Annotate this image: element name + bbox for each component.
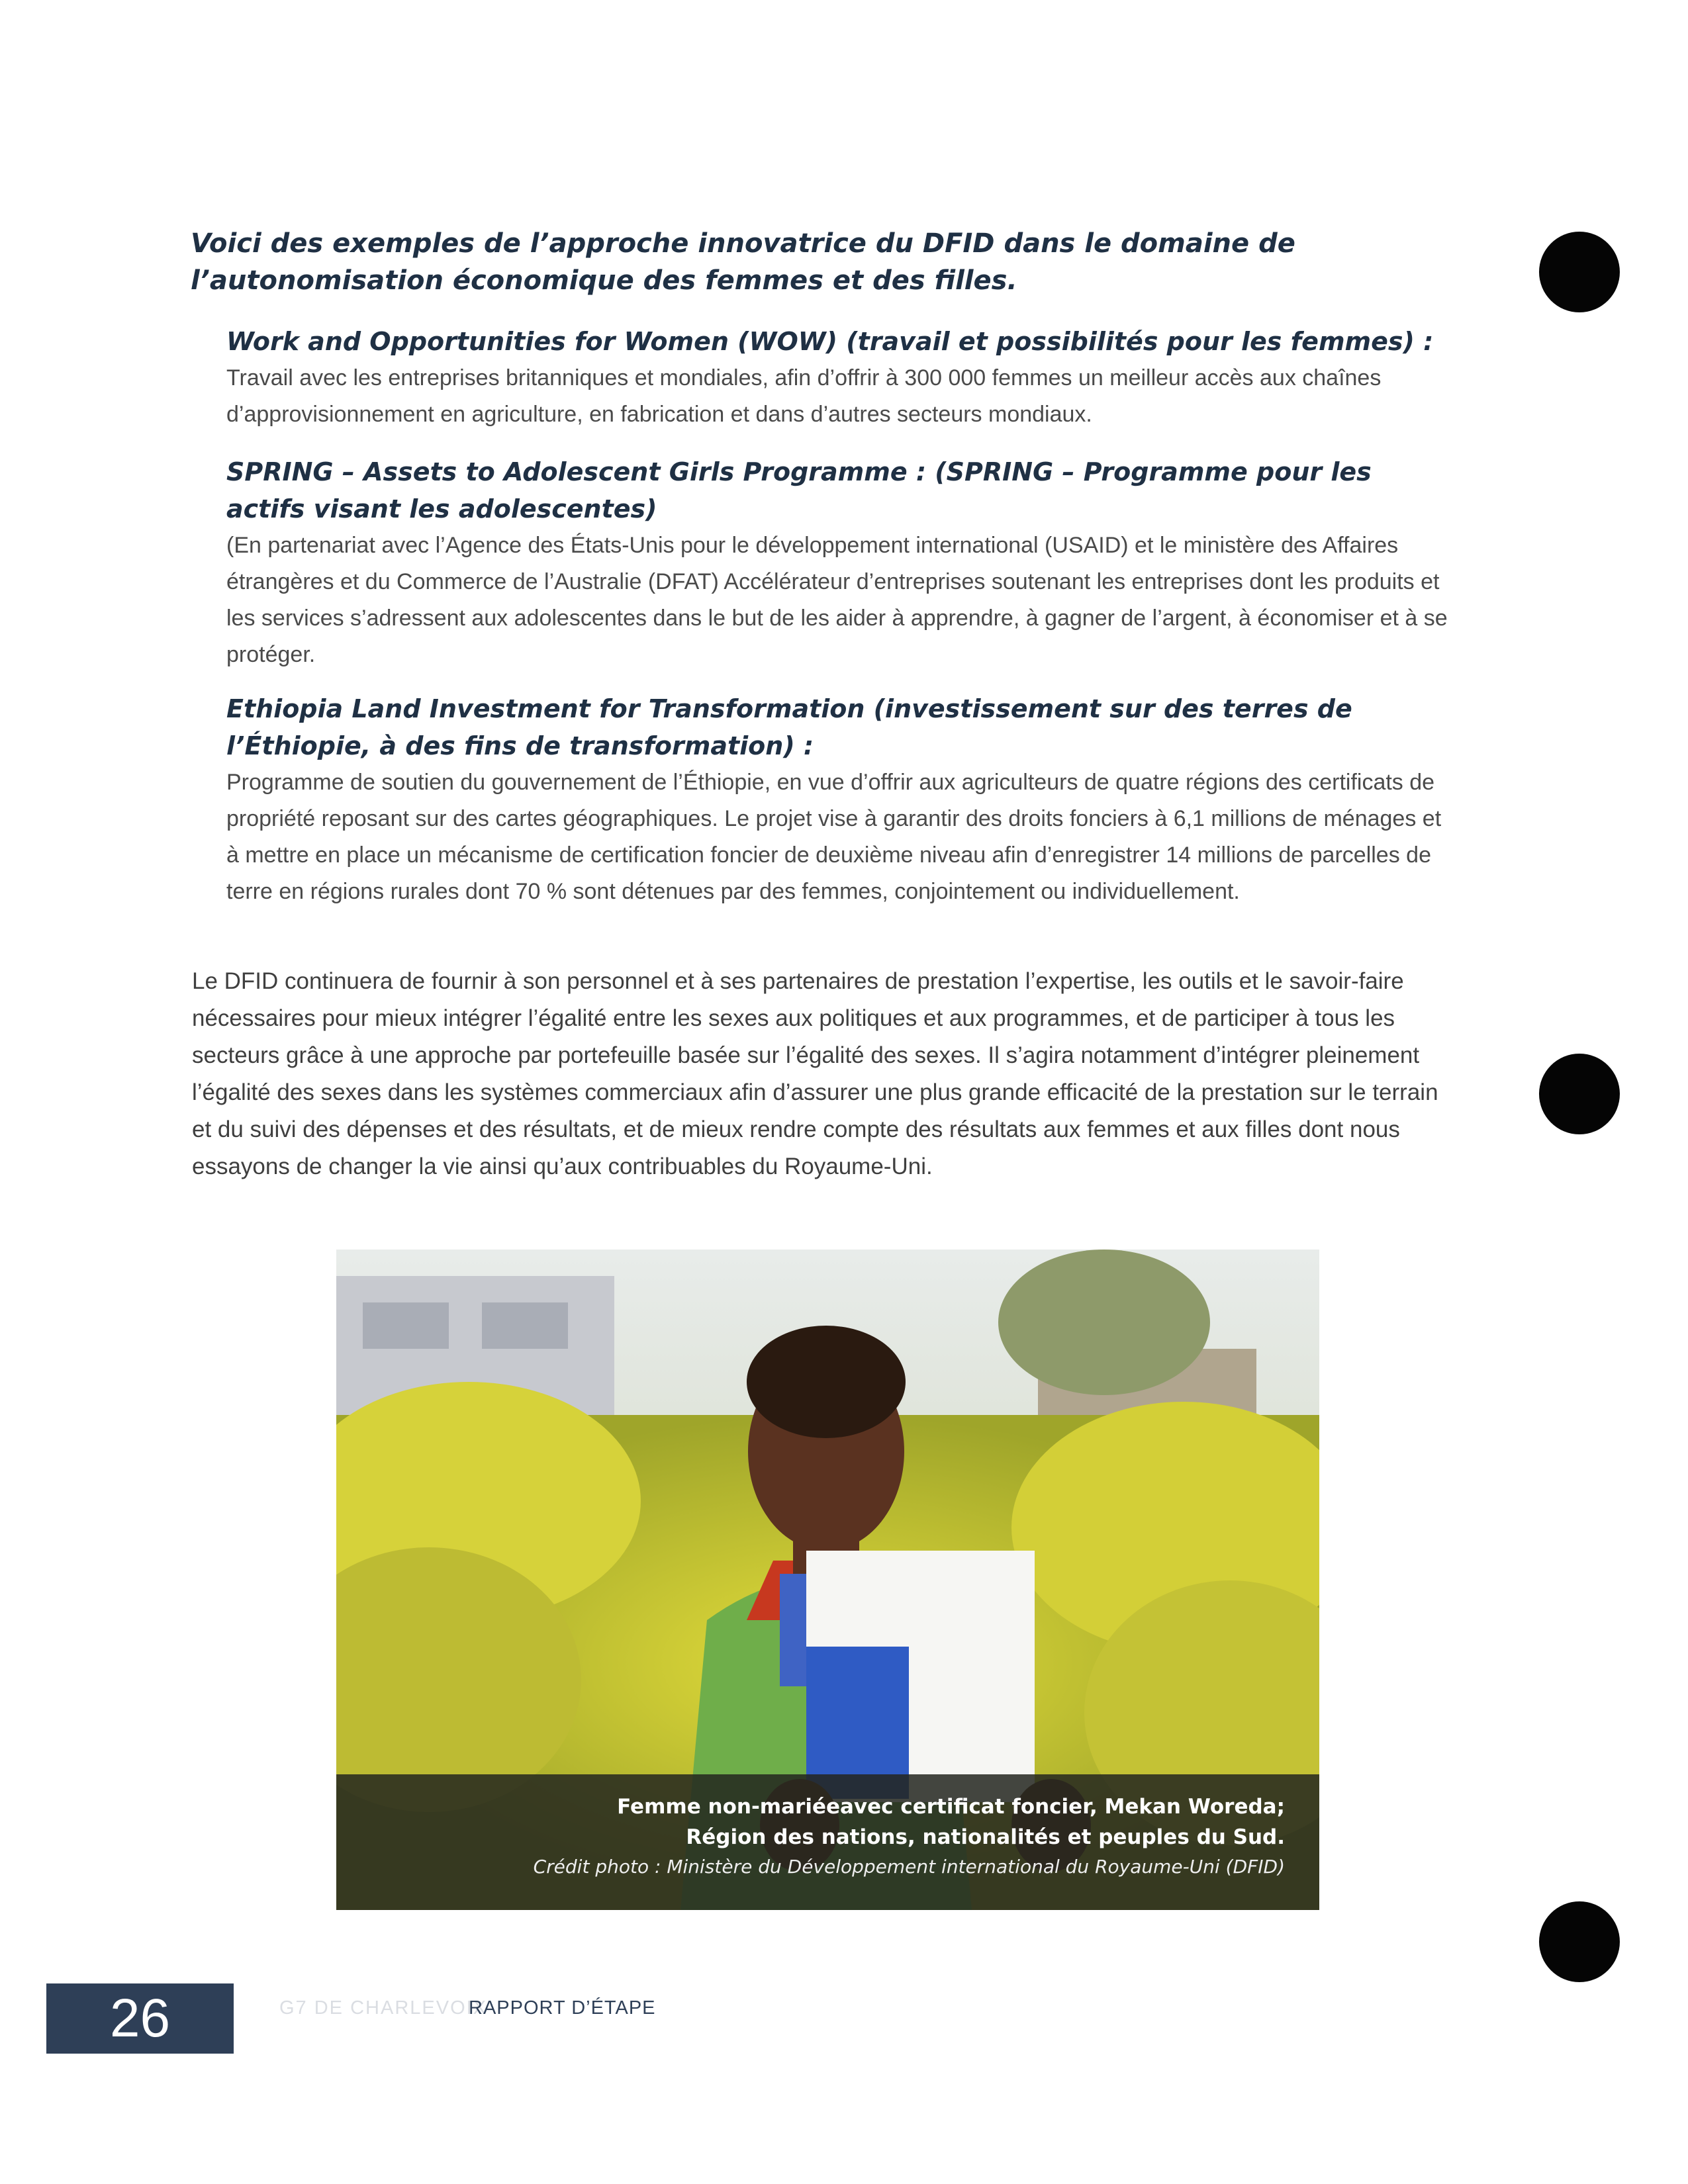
- example-body: Programme de soutien du gouvernement de l’Éthiopie, en vue d’offrir aux agriculteurs de quatre régions des certificats de propriété reposant sur des cartes géographiques. Le projet vise à garantir des droits fonciers à 6,1 millions de ménages et à mettre en place un mécanisme de certification foncier de deuxième niveau afin d’enregistrer 14 millions de parcelles de terre en régions rurales dont 70 % sont détenues par des femmes, conjointement ou individuellement.: [226, 770, 1442, 904]
- caption-line-1: Femme non-mariéeavec certificat foncier, Mekan Woreda;: [617, 1795, 1285, 1819]
- example-body: Travail avec les entreprises britanniques et mondiales, afin d’offrir à 300 000 femmes un meilleur accès aux chaînes d’approvisionnement en agriculture, en fabrication et dans d’autres secteurs mondiaux.: [226, 365, 1382, 427]
- example-ethiopia-land: [226, 690, 1451, 910]
- punch-hole-bottom: [1539, 1901, 1620, 1982]
- closing-paragraph: Le DFID continuera de fournir à son personnel et à ses partenaires de prestation l’expertise, les outils et le savoir-faire nécessaires pour mieux intégrer l’égalité entre les sexes aux politiques et aux programmes, et de participer à tous les secteurs grâce à une approche par portefeuille basée sur l’égalité des sexes. Il s’agira notamment d’intégrer pleinement l’égalité des sexes dans les systèmes commerciaux afin d’assurer une plus grande efficacité de la prestation sur le terrain et du suivi des dépenses et des résultats, et de mieux rendre compte des résultats aux femmes et aux filles dont nous essayons de changer la vie ainsi qu’aux contribuables du Royaume-Uni.: [192, 968, 1438, 1179]
- photo-caption: [336, 1774, 1319, 1910]
- example-body: (En partenariat avec l’Agence des États-Unis pour le développement international (USAID) et le ministère des Affaires étrangères et du Commerce de l’Australie (DFAT) Accélérateur d’entreprises soutenant les entreprises dont les produits et les services s’adressent aux adolescentes dans le but de les aider à apprendre, à gagner de l’argent, à économiser et à se protéger.: [226, 533, 1448, 667]
- photo-credit: Crédit photo : Ministère du Développement international du Royaume-Uni (DFID): [533, 1856, 1285, 1878]
- example-heading: Work and Opportunities for Women (WOW) (travail et possibilités pour les femmes) :: [226, 327, 1434, 356]
- footer-report-title: RAPPORT D’ÉTAPE: [469, 1997, 656, 2019]
- example-heading: SPRING – Assets to Adolescent Girls Programme : (SPRING – Programme pour les actifs visant les adolescentes): [226, 457, 1372, 523]
- example-heading: Ethiopia Land Investment for Transformation (investissement sur des terres de l’Éthiopie, à des fins de transformation) :: [226, 694, 1352, 760]
- punch-hole-top: [1539, 232, 1620, 312]
- photo-woman-with-land-certificate: [336, 1250, 1319, 1910]
- page-number: 26: [46, 1983, 234, 2054]
- footer-brand: G7 DE CHARLEVOIX: [279, 1997, 488, 2019]
- example-wow: [226, 323, 1451, 433]
- example-spring: [226, 453, 1451, 673]
- caption-line-2: Région des nations, nationalités et peuples du Sud.: [686, 1825, 1285, 1849]
- intro-heading: Voici des exemples de l’approche innovatrice du DFID dans le domaine de l’autonomisation économique des femmes et des filles.: [191, 228, 1295, 296]
- punch-hole-middle: [1539, 1054, 1620, 1134]
